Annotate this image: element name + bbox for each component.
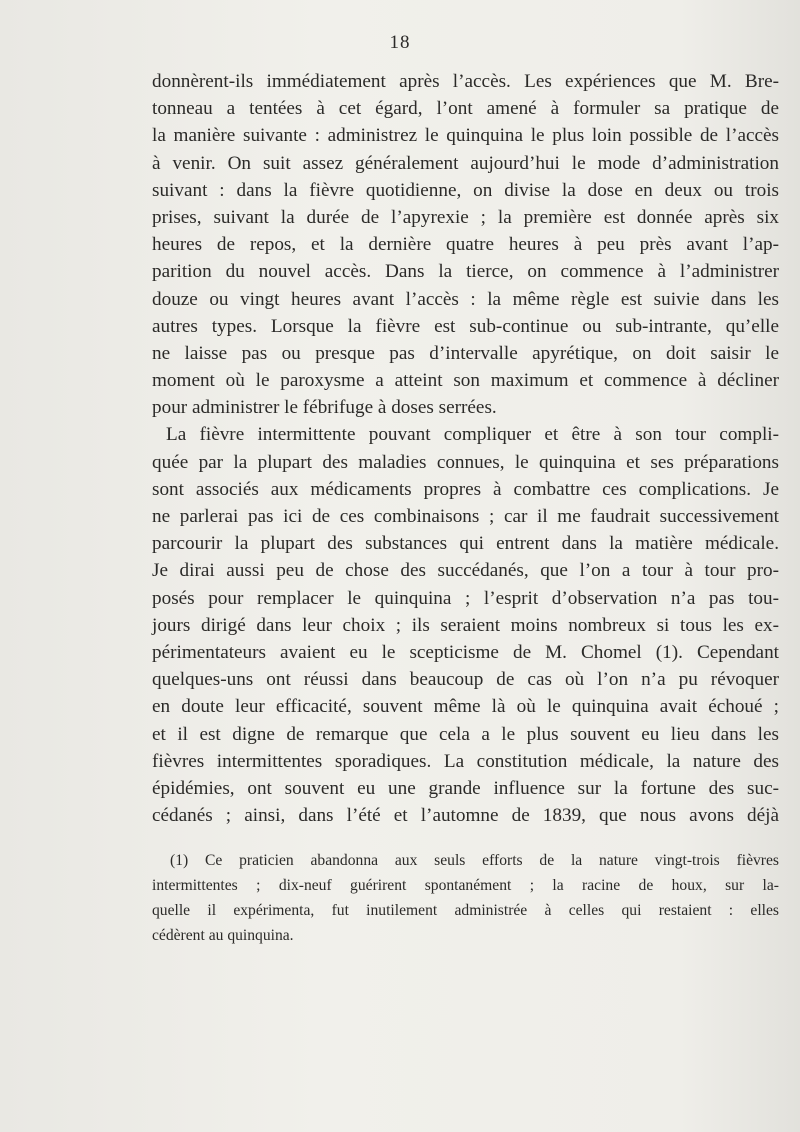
paragraph-2 [152, 421, 779, 829]
text-line: en doute leur efficacité, souvent même là où le quinquina avait échoué ; [152, 696, 779, 718]
text-line: douze ou vingt heures avant l’accès : la même règle est suivie dans les [152, 288, 779, 310]
text-line: cédanés ; ainsi, dans l’été et l’automne de 1839, que nous avons déjà [152, 805, 779, 827]
footnote-line: (1) Ce praticien abandonna aux seuls efforts de la nature vingt-trois fièvres [170, 852, 779, 869]
footnote-line: quelle il expérimenta, fut inutilement administrée à celles qui restaient : elles [152, 902, 779, 919]
footnote-line: cédèrent au quinquina. [152, 927, 294, 944]
footnote [152, 848, 779, 948]
text-line: la manière suivante : administrez le quinquina le plus loin possible de l’accès [152, 125, 779, 147]
text-line: à venir. On suit assez généralement aujourd’hui le mode d’administration [152, 152, 779, 174]
paragraph-1 [152, 68, 779, 421]
text-line: périmentateurs avaient eu le scepticisme de M. Chomel (1). Cependant [152, 641, 779, 663]
text-line: quelques-uns ont réussi dans beaucoup de cas où l’on n’a pu révoquer [152, 669, 779, 691]
text-line: tonneau a tentées à cet égard, l’ont amené à formuler sa pratique de [152, 98, 779, 120]
text-line: sont associés aux médicaments propres à combattre ces complications. Je [152, 478, 779, 500]
text-line: posés pour remplacer le quinquina ; l’esprit d’observation n’a pas tou- [152, 587, 779, 609]
text-line: donnèrent-ils immédiatement après l’accès. Les expériences que M. Bre- [152, 71, 779, 92]
text-line: fièvres intermittentes sporadiques. La constitution médicale, la nature des [152, 750, 779, 772]
main-text [152, 68, 779, 829]
text-line: jours dirigé dans leur choix ; ils seraient moins nombreux si tous les ex- [152, 614, 779, 636]
text-line: et il est digne de remarque que cela a le plus souvent eu lieu dans les [152, 723, 779, 745]
text-line: pour administrer le fébrifuge à doses serrées. [152, 397, 497, 419]
text-line: prises, suivant la durée de l’apyrexie ; la première est donnée après six [152, 206, 779, 228]
text-line: quée par la plupart des maladies connues, le quinquina et ses préparations [152, 451, 779, 473]
text-line: ne parlerai pas ici de ces combinaisons ; car il me faudrait successivement [152, 506, 779, 527]
text-line: autres types. Lorsque la fièvre est sub-continue ou sub-intrante, qu’elle [152, 315, 779, 337]
text-line: ne laisse pas ou presque pas d’intervalle apyrétique, on doit saisir le [152, 342, 779, 364]
footnote-line: intermittentes ; dix-neuf guérirent spontanément ; la racine de houx, sur la- [152, 877, 779, 894]
text-line: La fièvre intermittente pouvant compliquer et être à son tour compli- [166, 424, 779, 446]
text-line: moment où le paroxysme a atteint son maximum et commence à décliner [152, 370, 779, 392]
text-line: parition du nouvel accès. Dans la tierce, on commence à l’administrer [152, 261, 779, 283]
text-line: Je dirai aussi peu de chose des succédanés, que l’on a tour à tour pro- [152, 560, 779, 582]
text-line: épidémies, ont souvent eu une grande influence sur la fortune des suc- [152, 777, 779, 799]
text-line: heures de repos, et la dernière quatre heures à peu près avant l’ap- [152, 234, 779, 256]
text-line: suivant : dans la fièvre quotidienne, on divise la dose en deux ou trois [152, 179, 779, 201]
text-line: parcourir la plupart des substances qui entrent dans la matière médicale. [152, 533, 779, 555]
page-number: 18 [389, 32, 411, 53]
